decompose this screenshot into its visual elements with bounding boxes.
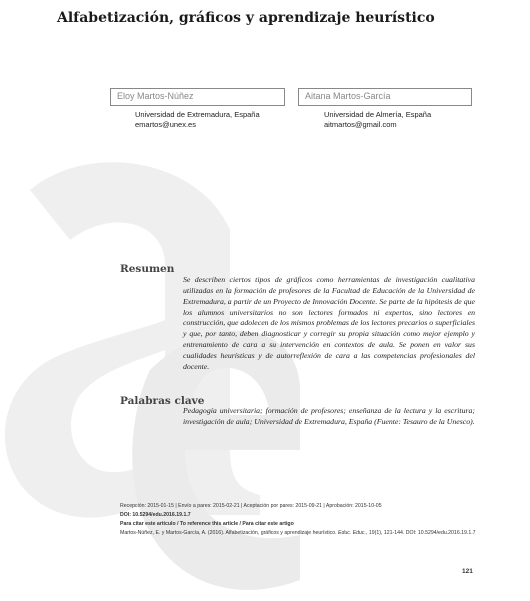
author-name-box: Eloy Martos-Núñez	[110, 88, 285, 106]
citation-start: Martos-Núñez, E. y Martos-García, A. (2016). Alfabetización, gráficos y aprendizaje heurístico.	[120, 530, 338, 536]
citation	[120, 529, 480, 538]
article-metadata	[120, 502, 480, 538]
keywords-heading: Palabras clave	[120, 395, 205, 407]
cite-label: Para citar este artículo / To reference this article / Para citar este artigo	[120, 521, 294, 527]
affiliation-text: Universidad de Almería, España	[324, 110, 432, 119]
keywords-text: Pedagogía universitaria; formación de profesores; enseñanza de la lectura y la escritura; investigación de aula; Universidad de Extremadura, España (Fuente: Tesauro de la Unesco).	[183, 406, 475, 426]
citation-journal: Educ. Educ.	[337, 530, 366, 536]
dates-line: Recepción: 2015-01-15 | Envío a pares: 2015-02-21 | Aceptación por pares: 2015-09-21 | Aprobación: 2015-10-05	[120, 503, 382, 509]
author-email[interactable]: emartos@unex.es	[135, 120, 196, 129]
page-number: 121	[462, 568, 473, 575]
abstract-text: Se describen ciertos tipos de gráficos como herramientas de investigación cualitativa utilizadas en la formación de profesores de la Facultad de Educación de la Universidad de Extremadura, a partir de un Proyecto de Innovación Docente. Se parte de la hipótesis de que los alumnos universitarios no son lectores formados ni expertos, sino lectores en construcción, que adolecen de los mismos problemas de los lectores precarios o superficiales y que, por tanto, deben diagnosticar y corregir su propia situación como mejor ejemplo y entrenamiento de cara a su intervención en contextos de aula. Se ponen en valor sus cualidades heurísticas y de autorreflexión de cara a las competencias profesionales del docente.	[183, 275, 475, 371]
author-affiliation	[324, 110, 431, 130]
author-email[interactable]: aitmartos@gmail.com	[324, 120, 397, 129]
abstract-heading: Resumen	[120, 263, 175, 275]
affiliation-text: Universidad de Extremadura, España	[135, 110, 260, 119]
author-name-box: Aitana Martos-García	[298, 88, 472, 106]
citation-end: , 19(1), 121-144. DOI: 10.5294/edu.2016.19.1.7	[365, 530, 476, 536]
article-title: Alfabetización, gráficos y aprendizaje heurístico	[57, 10, 435, 26]
doi-line[interactable]: DOI: 10.5294/edu.2016.19.1.7	[120, 512, 191, 518]
author-affiliation	[135, 110, 260, 130]
